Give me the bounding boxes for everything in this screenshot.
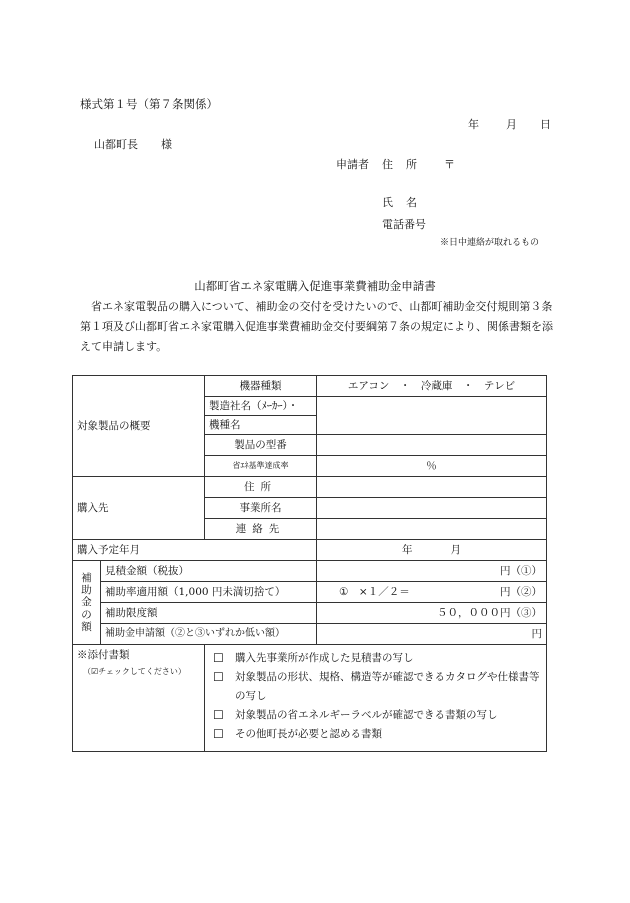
- purchase-month-unit: 月: [450, 543, 461, 556]
- limit-row: [73, 603, 547, 624]
- checkbox[interactable]: ☐: [213, 708, 224, 722]
- model-name-label: 機種名: [205, 416, 317, 435]
- body-text: 省エネ家電製品の購入について、補助金の交付を受けたいので、山都町補助金交付規則第３条第１項及び山都町省エネ家電購入促進事業費補助金交付要綱第７条の規定により、関係書類を添えて申請します。: [80, 300, 553, 353]
- subsidy-section-label: 補 助 金 の 額: [73, 561, 101, 645]
- vendor-contact-input[interactable]: [317, 519, 547, 540]
- vendor-address-row: [73, 477, 547, 498]
- purchase-year-unit: 年: [402, 543, 413, 556]
- purchase-month-row: [73, 540, 547, 561]
- checkbox[interactable]: ☐: [213, 727, 224, 741]
- model-number-label: 製品の型番: [205, 435, 317, 456]
- attachment-label: その他町長が必要と認める書類: [235, 728, 382, 740]
- document-title: 山都町省エネ家電購入促進事業費補助金申請書: [194, 279, 436, 293]
- attachments-section: [73, 645, 205, 752]
- energy-rate-label: 省ｴﾈ基準達成率: [205, 456, 317, 477]
- date-day-label: 日: [540, 118, 551, 131]
- attachment-label: 購入先事業所が作成した見積書の写し: [235, 652, 414, 664]
- checkbox[interactable]: ☐: [213, 670, 224, 684]
- limit-label: 補助限度額: [101, 603, 317, 624]
- checkbox[interactable]: ☐: [213, 651, 224, 665]
- request-label: 補助金申請額（②と③いずれか低い額）: [101, 624, 317, 645]
- attachments-row: [73, 645, 547, 752]
- addressee: 山都町長: [94, 138, 138, 151]
- rate-formula: ① ×１／２＝: [339, 585, 410, 598]
- list-item: [213, 725, 542, 744]
- attachment-label: 対象製品の省エネルギーラベルが確認できる書類の写し: [235, 709, 498, 721]
- attachments-list: [205, 645, 547, 752]
- request-row: [73, 624, 547, 645]
- vendor-name-input[interactable]: [317, 498, 547, 519]
- addressee-honorific: 様: [161, 138, 172, 151]
- model-number-input[interactable]: [317, 435, 547, 456]
- applicant-label: 申請者: [336, 158, 369, 171]
- estimate-label: 見積金額（税抜）: [101, 561, 317, 582]
- date-month-label: 月: [506, 118, 517, 131]
- rate-unit: 円（②）: [500, 585, 542, 598]
- vendor-address-input[interactable]: [317, 477, 547, 498]
- purchase-month-input[interactable]: [317, 540, 547, 561]
- energy-rate-input[interactable]: ％: [317, 456, 547, 477]
- maker-label: 製造社名（ﾒｰｶｰ）・: [205, 397, 317, 416]
- limit-value: ５０，０００円（③）: [317, 603, 547, 624]
- device-type-options[interactable]: エアコン ・ 冷蔵庫 ・ テレビ: [317, 376, 547, 397]
- purchase-month-label: 購入予定年月: [73, 540, 317, 561]
- list-item: [213, 668, 542, 706]
- vendor-contact-label: 連絡先: [205, 519, 317, 540]
- rate-row: [73, 582, 547, 603]
- vendor-address-label: 住所: [205, 477, 317, 498]
- applicant-name-label: 氏名: [382, 196, 430, 209]
- device-type-label: 機器種類: [205, 376, 317, 397]
- product-section-label: 対象製品の概要: [73, 376, 205, 477]
- attachment-label: 対象製品の形状、規格、構造等が確認できるカタログや仕様書等の写し: [235, 671, 540, 702]
- application-table: [72, 375, 547, 752]
- vendor-name-label: 事業所名: [205, 498, 317, 519]
- list-item: [213, 649, 542, 668]
- list-item: [213, 706, 542, 725]
- vendor-section-label: 購入先: [73, 477, 205, 540]
- form-number: 様式第１号（第７条関係）: [80, 97, 218, 111]
- applicant-address-label: 住所: [382, 158, 430, 171]
- phone-note: ※日中連絡が取れるもの: [440, 238, 540, 248]
- request-input[interactable]: 円: [317, 624, 547, 645]
- attachments-label: ※添付書類: [77, 649, 130, 661]
- postal-mark: 〒: [444, 158, 455, 171]
- maker-input[interactable]: [317, 397, 547, 435]
- rate-label: 補助率適用額（1,000 円未満切捨て）: [101, 582, 317, 603]
- estimate-input[interactable]: 円（①）: [317, 561, 547, 582]
- rate-input[interactable]: [317, 582, 547, 603]
- date-year-label: 年: [468, 118, 479, 131]
- estimate-row: [73, 561, 547, 582]
- device-type-row: [73, 376, 547, 397]
- attachments-check-note: （☑チェックしてください）: [83, 667, 186, 677]
- applicant-phone-label: 電話番号: [382, 218, 426, 231]
